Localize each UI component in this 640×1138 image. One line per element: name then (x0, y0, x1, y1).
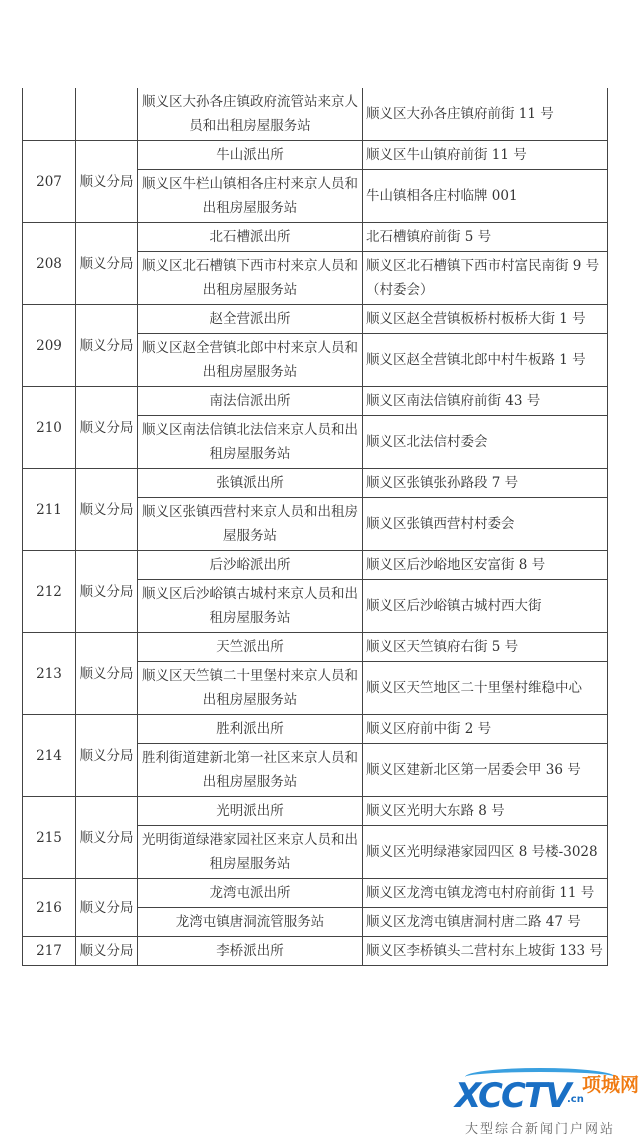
station-address-cell: 顺义区天竺镇府右街 5 号 (363, 633, 608, 662)
table-body (23, 88, 608, 966)
department-cell: 顺义分局 (76, 715, 138, 797)
station-name-cell: 顺义区赵全营镇北郎中村来京人员和出租房屋服务站 (138, 334, 363, 387)
station-address-cell: 顺义区赵全营镇板桥村板桥大街 1 号 (363, 305, 608, 334)
station-name-cell: 光明街道绿港家园社区来京人员和出租房屋服务站 (138, 826, 363, 879)
row-number-cell: 209 (23, 305, 76, 387)
row-number-cell: 207 (23, 141, 76, 223)
station-name-cell: 牛山派出所 (138, 141, 363, 170)
table-row (23, 223, 608, 252)
department-cell: 顺义分局 (76, 387, 138, 469)
station-name-cell: 南法信派出所 (138, 387, 363, 416)
row-number-cell: 214 (23, 715, 76, 797)
station-address-cell: 顺义区张镇西营村村委会 (363, 498, 608, 551)
station-name-cell: 张镇派出所 (138, 469, 363, 498)
department-cell: 顺义分局 (76, 305, 138, 387)
station-address-cell: 顺义区赵全营镇北郎中村牛板路 1 号 (363, 334, 608, 387)
station-address-cell: 牛山镇相各庄村临牌 001 (363, 170, 608, 223)
station-address-cell: 顺义区府前中街 2 号 (363, 715, 608, 744)
watermark-tld: .cn (567, 1094, 584, 1105)
station-name-cell: 后沙峪派出所 (138, 551, 363, 580)
station-address-cell: 顺义区北法信村委会 (363, 416, 608, 469)
row-number-cell: 208 (23, 223, 76, 305)
station-address-cell: 顺义区张镇张孙路段 7 号 (363, 469, 608, 498)
station-name-cell: 龙湾屯镇唐洞流管服务站 (138, 908, 363, 937)
station-address-cell: 顺义区后沙峪镇古城村西大街 (363, 580, 608, 633)
station-address-cell: 北石槽镇府前街 5 号 (363, 223, 608, 252)
station-name-cell: 顺义区张镇西营村来京人员和出租房屋服务站 (138, 498, 363, 551)
department-cell: 顺义分局 (76, 141, 138, 223)
station-name-cell: 李桥派出所 (138, 937, 363, 966)
row-number-cell: 216 (23, 879, 76, 937)
station-name-cell: 顺义区天竺镇二十里堡村来京人员和出租房屋服务站 (138, 662, 363, 715)
station-name-cell: 北石槽派出所 (138, 223, 363, 252)
row-number-cell: 211 (23, 469, 76, 551)
station-address-cell: 顺义区牛山镇府前街 11 号 (363, 141, 608, 170)
row-number-cell: 217 (23, 937, 76, 966)
row-number-cell: 210 (23, 387, 76, 469)
department-cell: 顺义分局 (76, 551, 138, 633)
station-name-cell: 赵全营派出所 (138, 305, 363, 334)
station-name-cell: 顺义区后沙峪镇古城村来京人员和出租房屋服务站 (138, 580, 363, 633)
table-row (23, 937, 608, 966)
table-row-continuation (23, 88, 608, 141)
station-address-cell: 顺义区大孙各庄镇府前街 11 号 (363, 88, 608, 141)
station-address-cell: 顺义区光明大东路 8 号 (363, 797, 608, 826)
station-address-cell: 顺义区光明绿港家园四区 8 号楼-3028 (363, 826, 608, 879)
table-row (23, 141, 608, 170)
table-row (23, 715, 608, 744)
station-address-cell: 顺义区天竺地区二十里堡村维稳中心 (363, 662, 608, 715)
table-row (23, 879, 608, 908)
table-row (23, 797, 608, 826)
station-address-cell: 顺义区龙湾屯镇龙湾屯村府前街 11 号 (363, 879, 608, 908)
station-name-cell: 顺义区牛栏山镇相各庄村来京人员和出租房屋服务站 (138, 170, 363, 223)
station-name-cell: 胜利街道建新北第一社区来京人员和出租房屋服务站 (138, 744, 363, 797)
station-name-cell: 胜利派出所 (138, 715, 363, 744)
department-cell: 顺义分局 (76, 797, 138, 879)
row-number-cell: 215 (23, 797, 76, 879)
station-name-cell: 顺义区南法信镇北法信来京人员和出租房屋服务站 (138, 416, 363, 469)
table-row (23, 633, 608, 662)
watermark-brand: 项城网 (582, 1074, 640, 1096)
row-number-cell (23, 88, 76, 141)
station-name-cell: 光明派出所 (138, 797, 363, 826)
department-cell: 顺义分局 (76, 937, 138, 966)
station-name-cell: 顺义区大孙各庄镇政府流管站来京人员和出租房屋服务站 (138, 88, 363, 141)
department-cell: 顺义分局 (76, 469, 138, 551)
station-address-cell: 顺义区李桥镇头二营村东上坡街 133 号 (363, 937, 608, 966)
table-row (23, 551, 608, 580)
station-address-cell: 顺义区南法信镇府前街 43 号 (363, 387, 608, 416)
station-name-cell: 天竺派出所 (138, 633, 363, 662)
row-number-cell: 213 (23, 633, 76, 715)
watermark-logo-text: XCCTV (455, 1076, 570, 1116)
station-name-cell: 龙湾屯派出所 (138, 879, 363, 908)
station-address-cell: 顺义区北石槽镇下西市村富民南街 9 号（村委会） (363, 252, 608, 305)
station-address-cell: 顺义区建新北区第一居委会甲 36 号 (363, 744, 608, 797)
watermark-logo (455, 1068, 640, 1138)
department-cell (76, 88, 138, 141)
watermark-slogan: 大型综合新闻门户网站 (465, 1122, 616, 1137)
row-number-cell: 212 (23, 551, 76, 633)
department-cell: 顺义分局 (76, 633, 138, 715)
station-address-cell: 顺义区龙湾屯镇唐洞村唐二路 47 号 (363, 908, 608, 937)
station-address-cell: 顺义区后沙峪地区安富街 8 号 (363, 551, 608, 580)
station-name-cell: 顺义区北石槽镇下西市村来京人员和出租房屋服务站 (138, 252, 363, 305)
table-row (23, 469, 608, 498)
police-station-table (22, 88, 608, 966)
department-cell: 顺义分局 (76, 879, 138, 937)
table-row (23, 305, 608, 334)
department-cell: 顺义分局 (76, 223, 138, 305)
table-row (23, 387, 608, 416)
